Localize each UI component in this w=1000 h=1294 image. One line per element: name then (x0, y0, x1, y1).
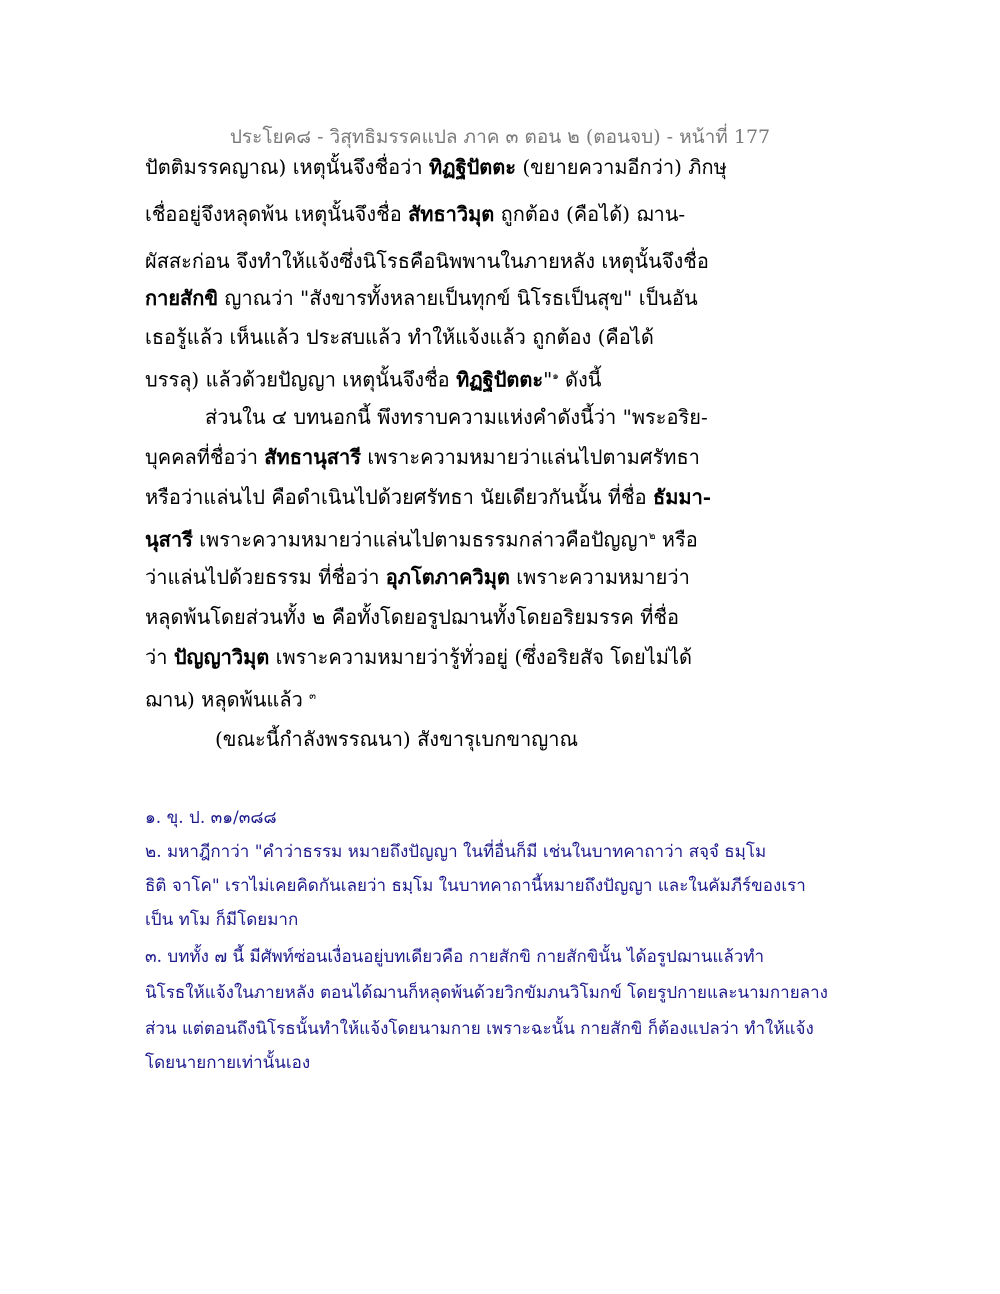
bold-term: ธัมมา- (653, 485, 712, 509)
footnote-marker: ๑ (552, 371, 559, 382)
footnote-line: นิโรธให้แจ้งในภายหลัง ตอนได้ฌานก็หลุดพ้นด้วยวิกขัมภนวิโมกข์ โดยรูปกายและนามกายลาง (145, 983, 828, 1003)
footnote-line: ธิติ จาโค" เราไม่เคยคิดกันเลยว่า ธมฺโม ในบาทคาถานี้หมายถึงปัญญา และในคัมภีร์ของเรา (145, 876, 806, 896)
body-line: หลุดพ้นโดยส่วนทั้ง ๒ คือทั้งโดยอรูปฌานทั้งโดยอริยมรรค ที่ชื่อ (145, 605, 679, 629)
body-line: เชื่ออยู่จึงหลุดพ้น เหตุนั้นจึงชื่อ สัทธาวิมุต ถูกต้อง (คือได้) ฌาน- (145, 202, 686, 226)
bold-term: ทิฏฐิปัตตะ (428, 155, 517, 179)
footnote-marker: ๒ (648, 531, 656, 542)
bold-term: อุภโตภาควิมุต (385, 565, 510, 589)
footnote-line: ๓. บททั้ง ๗ นี้ มีศัพท์ซ่อนเงื่อนอยู่บทเดียวคือ กายสักขิ กายสักขินั้น ได้อรูปฌานแล้วทำ (145, 947, 765, 967)
footnote-line: โดยนายกายเท่านั้นเอง (145, 1053, 311, 1073)
body-line: ปัตติมรรคญาณ) เหตุนั้นจึงชื่อว่า ทิฏฐิปัตตะ (ขยายความอีกว่า) ภิกษุ (145, 155, 727, 179)
body-line: ส่วนใน ๔ บทนอกนี้ พึงทราบความแห่งคำดังนี้ว่า "พระอริย- (205, 405, 708, 429)
body-line: นุสารี เพราะความหมายว่าแล่นไปตามธรรมกล่าวคือปัญญา$^๒$ หรือ (145, 527, 698, 552)
body-line: ว่า ปัญญาวิมุต เพราะความหมายว่ารู้ทั่วอยู่ (ซึ่งอริยสัจ โดยไม่ได้ (145, 645, 693, 669)
body-line: ว่าแล่นไปด้วยธรรม ที่ชื่อว่า อุภโตภาควิมุต เพราะความหมายว่า (145, 565, 690, 589)
body-line: (ขณะนี้กำลังพรรณนา) สังขารุเบกขาญาณ (215, 727, 579, 751)
footnote-line: ส่วน แต่ตอนถึงนิโรธนั้นทำให้แจ้งโดยนามกาย เพราะฉะนั้น กายสักขิ ก็ต้องแปลว่า ทำให้แจ้ง (145, 1019, 814, 1039)
bold-term: กายสักขิ (145, 286, 219, 310)
bold-term: ปัญญาวิมุต (173, 645, 270, 669)
bold-term: สัทธาวิมุต (408, 202, 495, 226)
body-line: บุคคลที่ชื่อว่า สัทธานุสารี เพราะความหมายว่าแล่นไปตามศรัทธา (145, 445, 700, 469)
body-line: หรือว่าแล่นไป คือดำเนินไปด้วยศรัทธา นัยเดียวกันนั้น ที่ชื่อ ธัมมา- (145, 485, 712, 509)
footnote-line: เป็น ทโม ก็มีโดยมาก (145, 910, 299, 930)
body-line: ผัสสะก่อน จึงทำให้แจ้งซึ่งนิโรธคือนิพพานในภายหลัง เหตุนั้นจึงชื่อ (145, 249, 709, 273)
footnote-line: ๑. ขุ. ป. ๓๑/๓๘๘ (145, 808, 277, 828)
body-line: ฌาน) หลุดพ้นแล้ว $^๓$ (145, 687, 317, 712)
body-line: กายสักขิ ญาณว่า "สังขารทั้งหลายเป็นทุกข์ นิโรธเป็นสุข" เป็นอัน (145, 286, 698, 310)
footnote-line: ๒. มหาฎีกาว่า "คำว่าธรรม หมายถึงปัญญา ในที่อื่นก็มี เช่นในบาทคาถาว่า สจฺจํ ธมฺโม (145, 842, 767, 862)
bold-term: สัทธานุสารี (264, 445, 361, 469)
page-header: ประโยค๘ - วิสุทธิมรรคแปล ภาค ๓ ตอน ๒ (ตอนจบ) - หน้าที่ 177 (229, 126, 771, 148)
body-line: เธอรู้แล้ว เห็นแล้ว ประสบแล้ว ทำให้แจ้งแล้ว ถูกต้อง (คือได้ (145, 325, 654, 349)
footnote-marker: ๓ (309, 691, 317, 702)
body-line: บรรลุ) แล้วด้วยปัญญา เหตุนั้นจึงชื่อ ทิฏฐิปัตตะ"$^๑$ ดังนี้ (145, 367, 602, 392)
bold-term: ทิฏฐิปัตตะ (456, 367, 544, 392)
bold-term: นุสารี (145, 527, 193, 552)
